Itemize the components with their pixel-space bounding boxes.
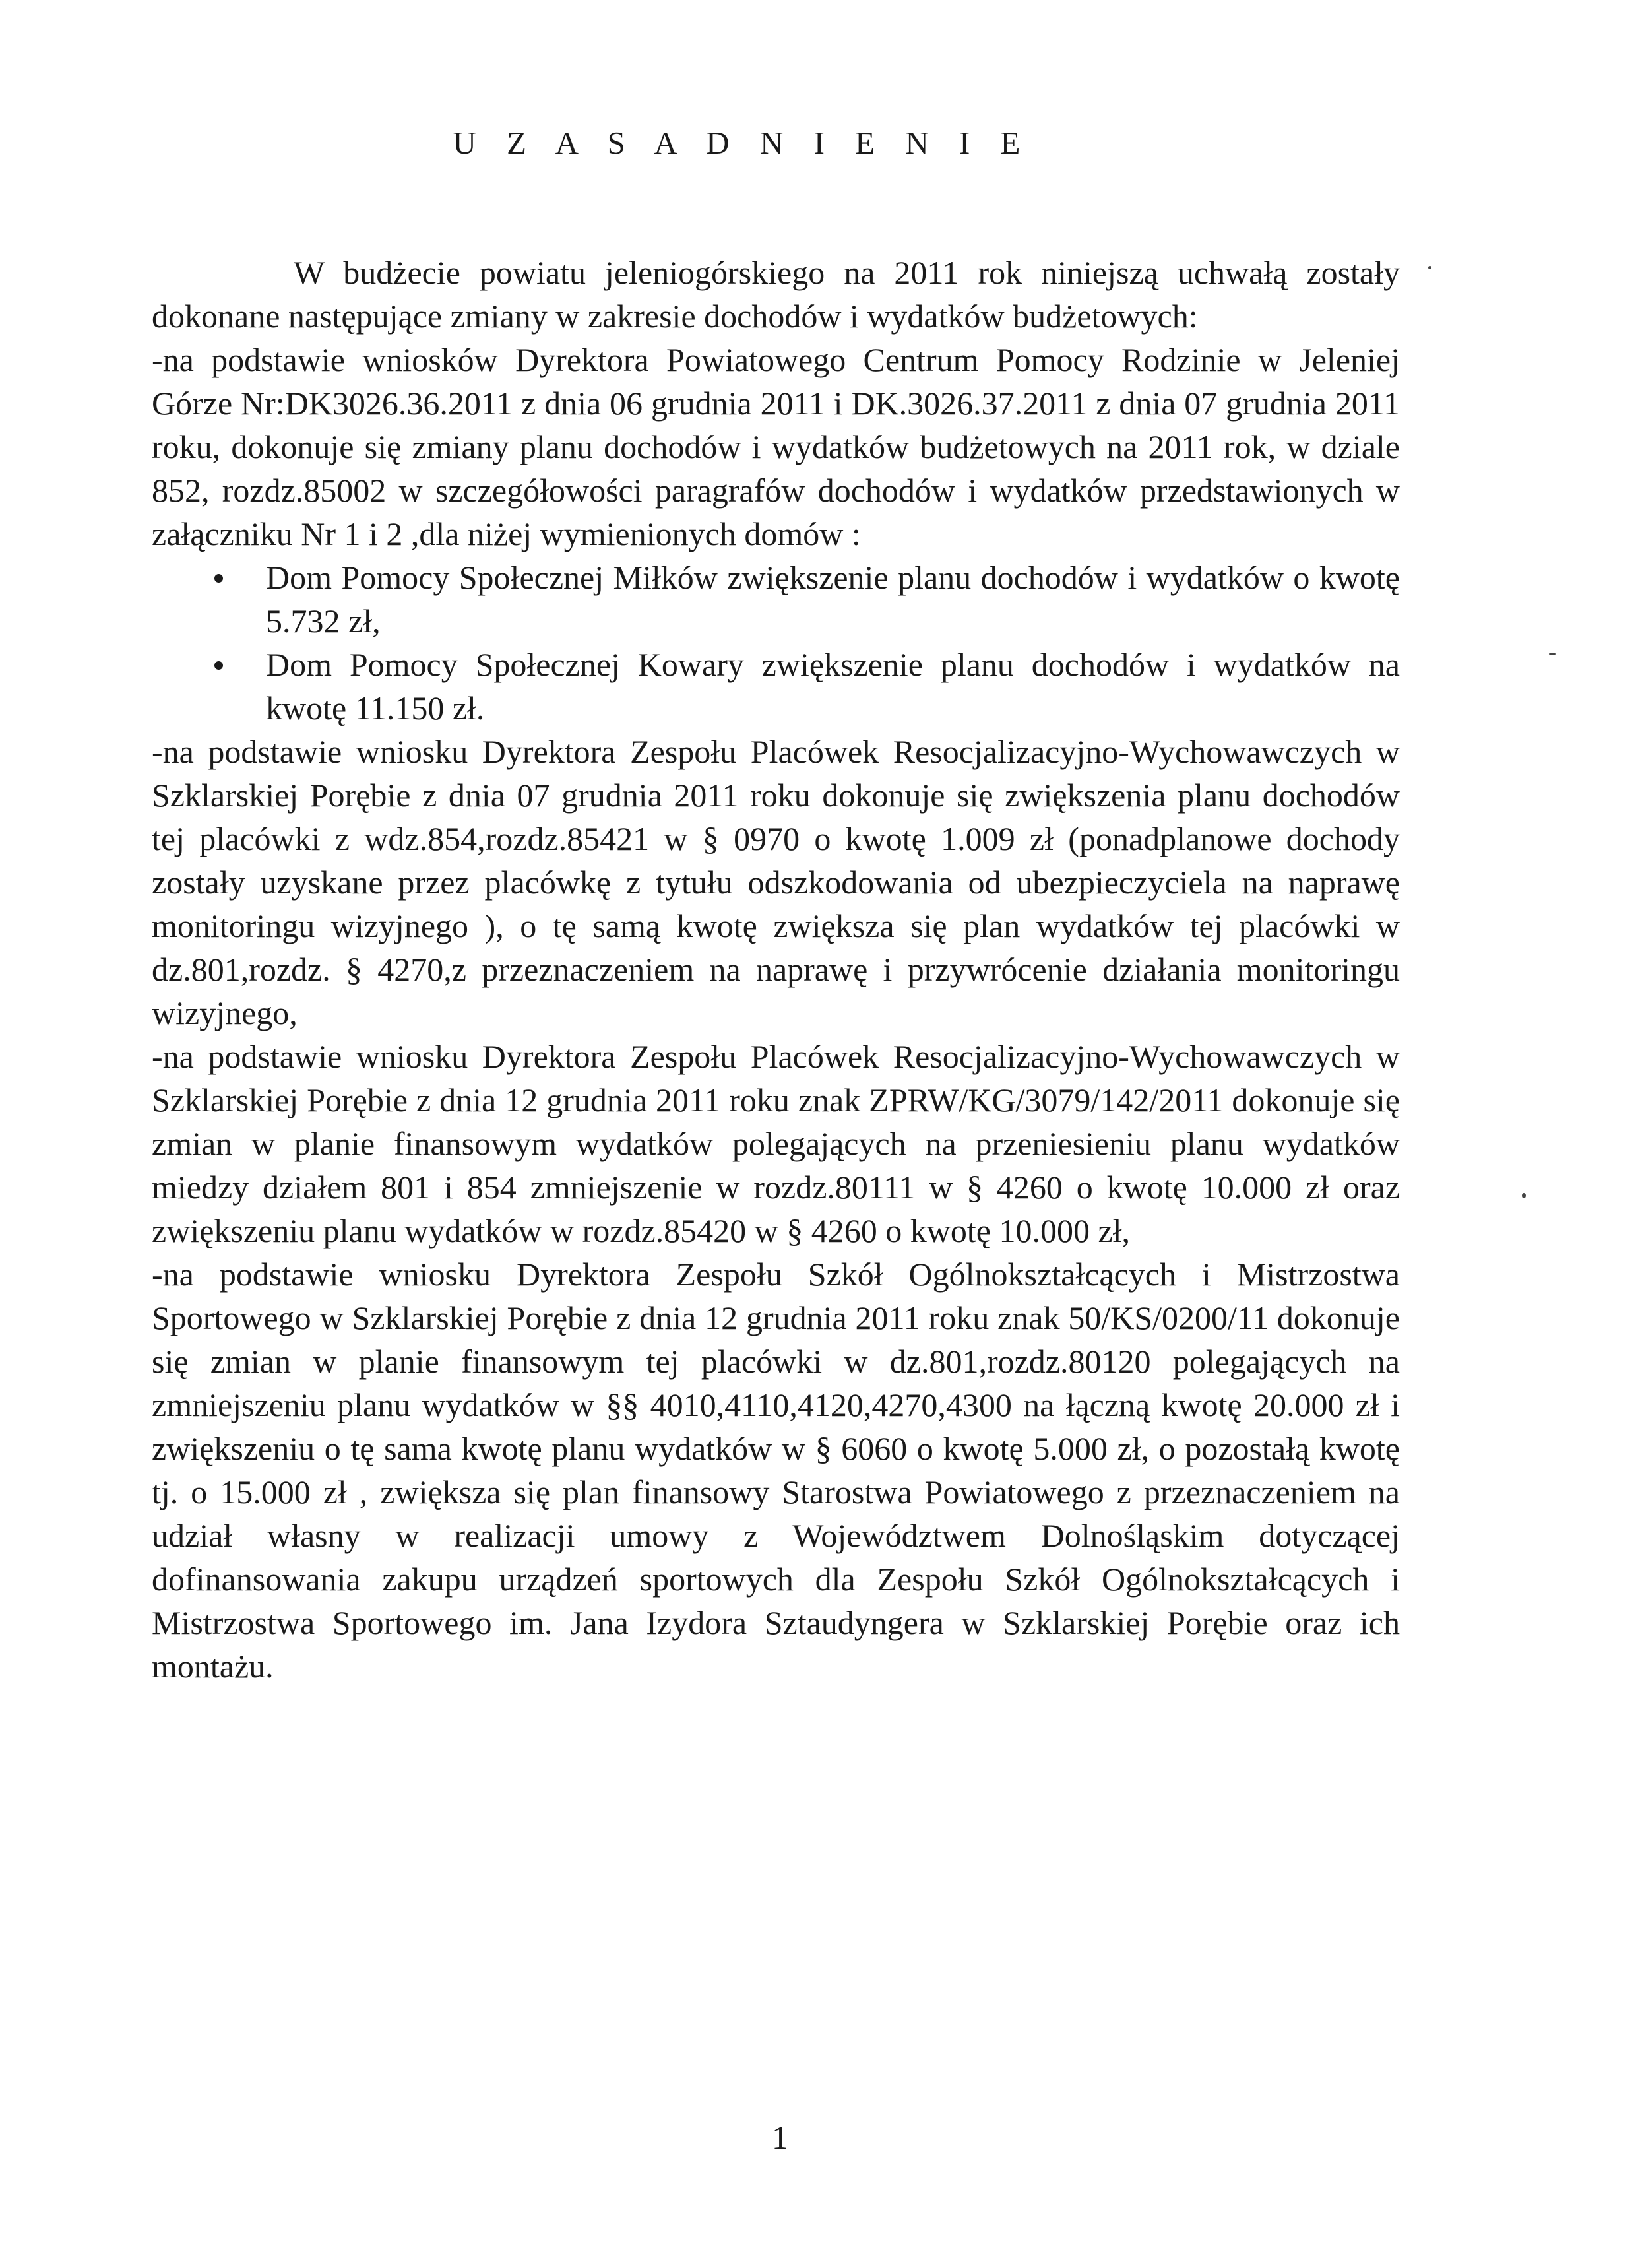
bullet-icon — [214, 661, 223, 670]
scan-speck — [1522, 1193, 1526, 1198]
intro-paragraph: W budżecie powiatu jeleniogórskiego na 2011 rok niniejszą uchwałą zostały dokonane następujące zmiany w zakresie dochodów i wydatków budżetowych: — [152, 254, 1400, 335]
list-item-text: Dom Pomocy Społecznej Kowary zwiększenie planu dochodów i wydatków na kwotę 11.150 zł. — [266, 646, 1400, 727]
paragraph-zprw-income: -na podstawie wniosku Dyrektora Zespołu Placówek Resocjalizacyjno-Wychowawczych w Szklarskiej Porębie z dnia 07 grudnia 2011 roku dokonuje się zwiększenia planu dochodów tej placówki z wdz.854,rozdz.85421 w § 0970 o kwotę 1.009 zł (ponadplanowe dochody zostały uzyskane przez placówkę z tytułu odszkodowania od ubezpieczyciela na naprawę monitoringu wizyjnego ), o tę samą kwotę zwiększa się plan wydatków tej placówki w dz.801,rozdz. § 4270,z przeznaczeniem na naprawę i przywrócenie działania monitoringu wizyjnego, — [152, 733, 1400, 1031]
list-item — [152, 556, 1400, 643]
bullet-icon — [214, 574, 223, 583]
scan-speck — [1549, 653, 1556, 655]
document-title: U Z A S A D N I E N I E — [453, 125, 1032, 161]
document-body — [152, 251, 1400, 1688]
paragraph-pcpr-request: -na podstawie wniosków Dyrektora Powiatowego Centrum Pomocy Rodzinie w Jeleniej Górze Nr:DK3026.36.2011 z dnia 06 grudnia 2011 i DK.3026.37.2011 z dnia 07 grudnia 2011 roku, dokonuje się zmiany planu dochodów i wydatków budżetowych na 2011 rok, w dziale 852, rozdz.85002 w szczegółowości paragrafów dochodów i wydatków przedstawionych w załączniku Nr 1 i 2 ,dla niżej wymienionych domów : — [152, 341, 1400, 552]
page-number: 1 — [772, 2119, 788, 2156]
scan-speck — [1428, 266, 1432, 269]
list-item — [152, 643, 1400, 730]
dps-list — [152, 556, 1400, 730]
paragraph-zprw-expenses: -na podstawie wniosku Dyrektora Zespołu Placówek Resocjalizacyjno-Wychowawczych w Szklarskiej Porębie z dnia 12 grudnia 2011 roku znak ZPRW/KG/3079/142/2011 dokonuje się zmian w planie finansowym wydatków polegających na przeniesieniu planu wydatków miedzy działem 801 i 854 zmniejszenie w rozdz.80111 w § 4260 o kwotę 10.000 zł oraz zwiększeniu planu wydatków w rozdz.85420 w § 4260 o kwotę 10.000 zł, — [152, 1038, 1400, 1249]
list-item-text: Dom Pomocy Społecznej Miłków zwiększenie planu dochodów i wydatków o kwotę 5.732 zł, — [266, 559, 1400, 639]
paragraph-zso-ms: -na podstawie wniosku Dyrektora Zespołu Szkół Ogólnokształcących i Mistrzostwa Sportowego w Szklarskiej Porębie z dnia 12 grudnia 2011 roku znak 50/KS/0200/11 dokonuje się zmian w planie finansowym tej placówki w dz.801,rozdz.80120 polegających na zmniejszeniu planu wydatków w §§ 4010,4110,4120,4270,4300 na łączną kwotę 20.000 zł i zwiększeniu o tę sama kwotę planu wydatków w § 6060 o kwotę 5.000 zł, o pozostałą kwotę tj. o 15.000 zł , zwiększa się plan finansowy Starostwa Powiatowego z przeznaczeniem na udział własny w realizacji umowy z Województwem Dolnośląskim dotyczącej dofinansowania zakupu urządzeń sportowych dla Zespołu Szkół Ogólnokształcących i Mistrzostwa Sportowego im. Jana Izydora Sztaudyngera w Szklarskiej Porębie oraz ich montażu. — [152, 1256, 1400, 1685]
